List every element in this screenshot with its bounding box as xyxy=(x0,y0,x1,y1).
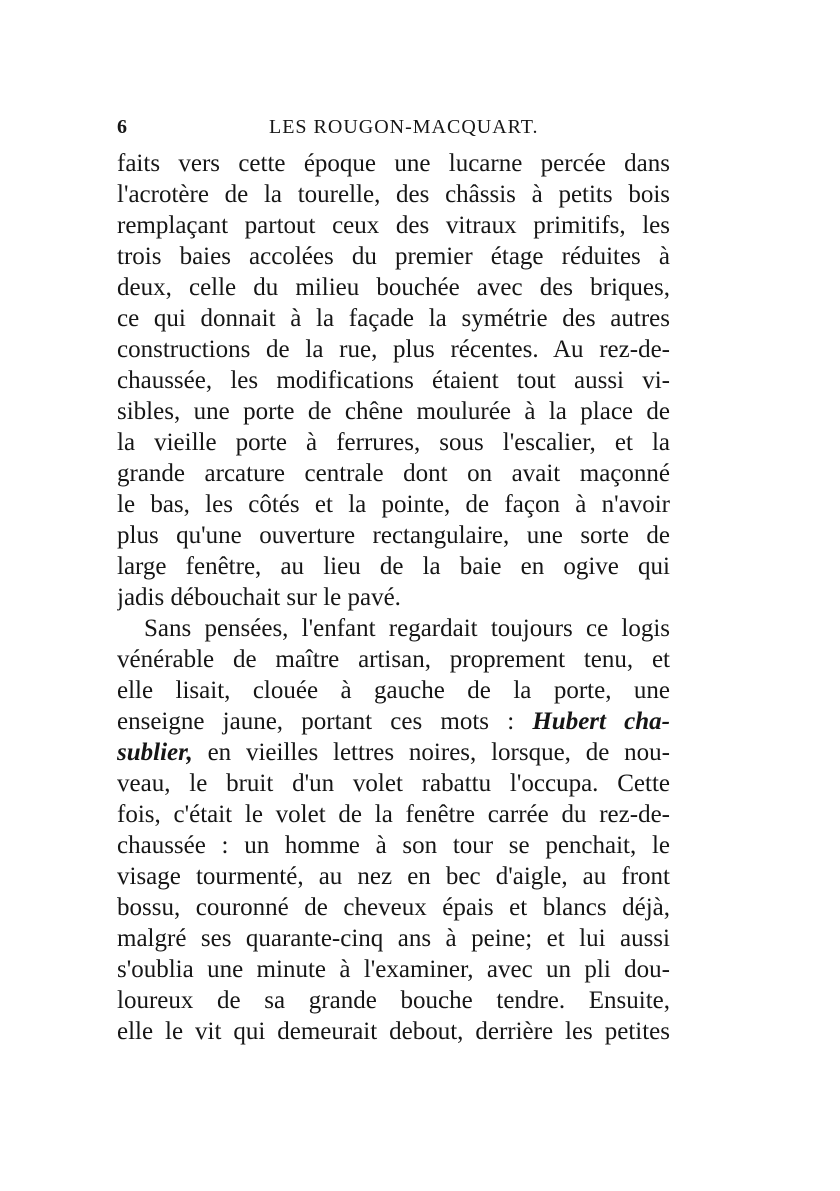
italic-name: Hubert cha- xyxy=(532,708,670,735)
text-line: le bas, les côtés et la pointe, de façon à n'avoir xyxy=(117,491,670,518)
text-line: l'acrotère de la tourelle, des châssis à petits bois xyxy=(117,181,670,208)
text-line: veau, le bruit d'un volet rabattu l'occupa. Cette xyxy=(117,770,670,797)
text-line xyxy=(117,737,670,768)
text-segment: enseigne jaune, portant ces mots : xyxy=(117,708,515,735)
text-line: ce qui donnait à la façade la symétrie des autres xyxy=(117,305,670,332)
text-line xyxy=(117,706,670,737)
paragraph-first-line: Sans pensées, l'enfant regardait toujours ce logis xyxy=(144,615,670,642)
text-line: sibles, une porte de chêne moulurée à la place de xyxy=(117,398,670,425)
text-line: trois baies accolées du premier étage réduites à xyxy=(117,243,670,270)
text-line: plus qu'une ouverture rectangulaire, une sorte de xyxy=(117,522,670,549)
text-line: chaussée, les modifications étaient tout aussi vi- xyxy=(117,367,670,394)
text-line: visage tourmenté, au nez en bec d'aigle, au front xyxy=(117,863,670,890)
text-line: bossu, couronné de cheveux épais et blancs déjà, xyxy=(117,894,670,921)
text-line: faits vers cette époque une lucarne percée dans xyxy=(117,150,670,177)
paragraph-last-line: jadis débouchait sur le pavé. xyxy=(117,584,401,611)
body-text xyxy=(117,148,670,1047)
text-segment: en vieilles lettres noires, lorsque, de nou- xyxy=(207,739,670,766)
text-line: la vieille porte à ferrures, sous l'escalier, et la xyxy=(117,429,670,456)
text-line: deux, celle du milieu bouchée avec des briques, xyxy=(117,274,670,301)
text-line: elle le vit qui demeurait debout, derrière les petites xyxy=(117,1018,670,1045)
running-header xyxy=(117,110,663,144)
text-line: remplaçant partout ceux des vitraux primitifs, les xyxy=(117,212,670,239)
text-line: s'oublia une minute à l'examiner, avec un pli dou- xyxy=(117,956,670,983)
text-line: elle lisait, clouée à gauche de la porte, une xyxy=(117,677,670,704)
text-line: grande arcature centrale dont on avait maçonné xyxy=(117,460,670,487)
page-number: 6 xyxy=(117,116,128,138)
text-line: vénérable de maître artisan, proprement tenu, et xyxy=(117,646,670,673)
text-line: malgré ses quarante-cinq ans à peine; et lui aussi xyxy=(117,925,670,952)
text-line: constructions de la rue, plus récentes. Au rez-de- xyxy=(117,336,670,363)
text-line: fois, c'était le volet de la fenêtre carrée du rez-de- xyxy=(117,801,670,828)
text-line: large fenêtre, au lieu de la baie en ogive qui xyxy=(117,553,670,580)
text-line: loureux de sa grande bouche tendre. Ensuite, xyxy=(117,987,670,1014)
text-line: chaussée : un homme à son tour se penchait, le xyxy=(117,832,670,859)
running-title: LES ROUGON-MACQUART. xyxy=(269,116,539,138)
italic-name: sublier, xyxy=(117,739,193,766)
